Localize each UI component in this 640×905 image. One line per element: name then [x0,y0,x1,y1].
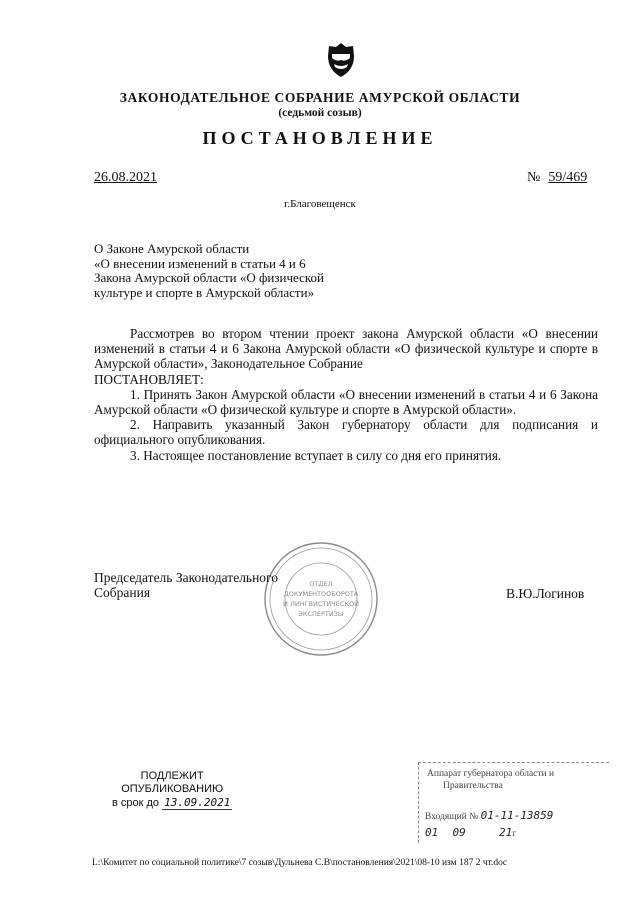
resolution-item: 3. Настоящее постановление вступает в силу со дня его принятия. [130,447,502,463]
subject-block [94,242,324,300]
incoming-label: Входящий № [425,812,479,822]
file-path-footer: L:\Комитет по социальной политике\7 созыв\Дульнева С.В\постановления\2021\08-10 изм 187 2 чт.doc [92,858,508,868]
registration-office-2: Правительства [443,781,503,791]
subject-line: Закона Амурской области «О физической [94,270,324,285]
svg-text:ДОКУМЕНТООБОРОТА: ДОКУМЕНТООБОРОТА [283,590,359,598]
registration-stamp [418,762,609,843]
official-stamp [262,540,380,658]
term-date: 13.09.2021 [164,796,231,809]
document-type: ПОСТАНОВЛЕНИЕ [202,128,438,148]
coat-of-arms-icon [326,42,356,78]
position-line: Собрания [94,585,151,600]
publication-stamp [112,770,232,810]
preamble: Рассмотрев во втором чтении проект закона Амурской области «О внесении изменений в статьи 4 и 6 Закона Амурской области «О физической культуре и спорте в Амурской области», Законодательное Собрание [94,326,598,372]
publication-line: ПОДЛЕЖИТ [140,770,204,782]
incoming-number [425,809,553,822]
svg-text:ОТДЕЛ: ОТДЕЛ [309,580,333,588]
svg-text:И ЛИНГВИСТИЧЕСКОЙ: И ЛИНГВИСТИЧЕСКОЙ [283,600,359,608]
organization-name: ЗАКОНОДАТЕЛЬНОЕ СОБРАНИЕ АМУРСКОЙ ОБЛАСТИ [119,90,521,105]
resolution-item: 2. Направить указанный Закон губернатору области для подписания и официального опубликования. [94,417,598,448]
document-body [94,326,598,463]
incoming-year: 21 [499,826,513,839]
registration-office: Аппарат губернатора области и [427,769,555,779]
incoming-month: 09 [452,826,466,839]
subject-line: О Законе Амурской области [94,241,250,256]
position-line: Председатель Законодательного [94,570,279,585]
resolution-item: 1. Принять Закон Амурской области «О внесении изменений в статьи 4 и 6 Закона Амурской области «О физической культуре и спорте в Амурской области». [94,386,598,418]
resolves-heading: ПОСТАНОВЛЯЕТ: [94,371,204,387]
number-label: № [527,170,541,185]
signatory-name: В.Ю.Логинов [506,586,585,601]
number-value: 59/469 [548,170,588,185]
document-number [527,170,587,186]
incoming-date [425,826,516,839]
subject-line: «О внесении изменений в статьи 4 и 6 [94,255,306,271]
document-date: 26.08.2021 [94,170,157,185]
convocation: (седьмой созыв) [278,107,362,119]
incoming-day: 01 [425,826,439,839]
city: г.Благовещенск [284,198,356,210]
svg-text:ЭКСПЕРТИЗЫ: ЭКСПЕРТИЗЫ [298,610,344,618]
year-suffix: г [512,829,517,839]
publication-line: ОПУБЛИКОВАНИЮ [121,783,224,795]
publication-term [112,796,232,810]
term-label: в срок до [112,797,160,809]
incoming-number-value: 01-11-13859 [480,809,554,822]
subject-line: культуре и спорте в Амурской области» [94,284,315,300]
signatory-position [94,570,278,600]
